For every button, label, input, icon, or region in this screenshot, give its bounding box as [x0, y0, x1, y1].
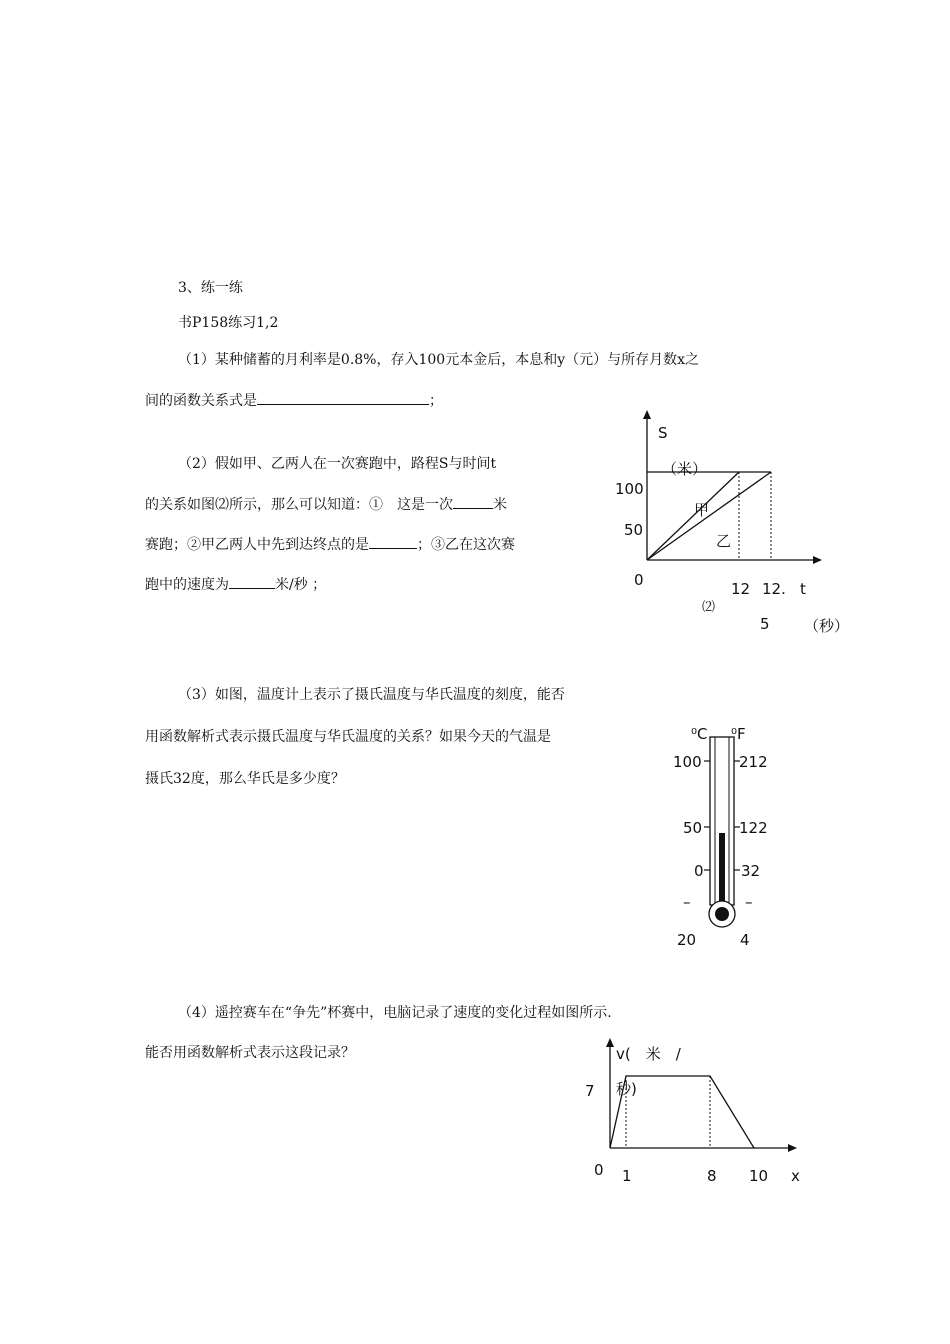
section-title: 3、练一练 [178, 280, 243, 296]
thermo-c-neg-val: 20 [677, 931, 697, 949]
thermo-f-212: 212 [739, 753, 768, 771]
speed-origin: 0 [594, 1161, 604, 1179]
thermo-c-0: 0 [694, 862, 704, 880]
speed-y-label-a: v( 米 / [616, 1045, 681, 1063]
race-y-label: S [658, 424, 668, 442]
speed-y-arrow [606, 1038, 614, 1047]
q2-line1: （2）假如甲、乙两人在一次赛跑中，路程S与时间t [178, 456, 497, 472]
q4-line2: 能否用函数解析式表示这段记录？ [145, 1045, 355, 1061]
q3-line3: 摄氏32度，那么华氏是多少度？ [145, 771, 345, 787]
q1-line1: （1）某种储蓄的月利率是0.8%，存入100元本金后，本息和y（元）与所存月数x之 [178, 352, 699, 368]
q2-line2-b: 米 [493, 497, 507, 513]
q2-line4-b: 米/秒 ； [275, 577, 327, 593]
q3-line2: 用函数解析式表示摄氏温度与华氏温度的关系？如果今天的气温是 [145, 729, 551, 745]
race-y-unit: （米） [662, 460, 708, 478]
q3-line1: （3）如图，温度计上表示了摄氏温度与华氏温度的刻度，能否 [178, 687, 565, 703]
thermo-f-neg-val: 4 [740, 931, 750, 949]
speed-y-label-b: 秒) [616, 1080, 637, 1098]
race-y-tick-50: 50 [624, 521, 644, 539]
section-reference: 书P158练习1,2 [178, 315, 279, 331]
speed-x-arrow [788, 1144, 797, 1152]
thermo-c-unit: ⁰C [691, 725, 708, 743]
speed-x-tick-10: 10 [749, 1167, 769, 1185]
speed-y-tick-7: 7 [585, 1082, 595, 1100]
race-series-jia: 甲 [694, 501, 710, 519]
q2-line2-a: 的关系如图⑵所示，那么可以知道：① 这是一次 [145, 497, 453, 513]
race-x-label: t [800, 580, 806, 598]
race-x-tick-12: 12 [731, 580, 751, 598]
speed-x-tick-8: 8 [707, 1167, 717, 1185]
q2-line4-a: 跑中的速度为 [145, 577, 229, 593]
speed-x-label: x [791, 1167, 800, 1185]
race-origin: 0 [634, 571, 644, 589]
q1-line2-end: ； [429, 393, 443, 409]
race-y-tick-100: 100 [615, 480, 644, 498]
race-x-tick-125b: 5 [760, 615, 770, 633]
thermo-f-unit: ⁰F [731, 725, 746, 743]
thermo-c-100: 100 [673, 753, 702, 771]
race-x-unit: （秒） [804, 617, 850, 635]
race-caption: ⑵ [702, 600, 716, 615]
thermo-c-neg-sign: – [683, 893, 691, 911]
q2-line3-b: ；③乙在这次赛 [417, 537, 515, 553]
q1-line2-text: 间的函数关系式是 [145, 393, 257, 409]
q4-line1: （4）遥控赛车在“争先”杯赛中，电脑记录了速度的变化过程如图所示. [178, 1005, 612, 1021]
q2-line3-a: 赛跑；②甲乙两人中先到达终点的是 [145, 537, 369, 553]
thermo-c-50: 50 [683, 819, 703, 837]
thermo-f-122: 122 [739, 819, 768, 837]
thermo-f-32: 32 [741, 862, 761, 880]
race-x-tick-125a: 12. [762, 580, 786, 598]
race-series-yi: 乙 [716, 532, 732, 550]
thermo-f-neg-sign: – [745, 893, 753, 911]
speed-x-tick-1: 1 [622, 1167, 632, 1185]
